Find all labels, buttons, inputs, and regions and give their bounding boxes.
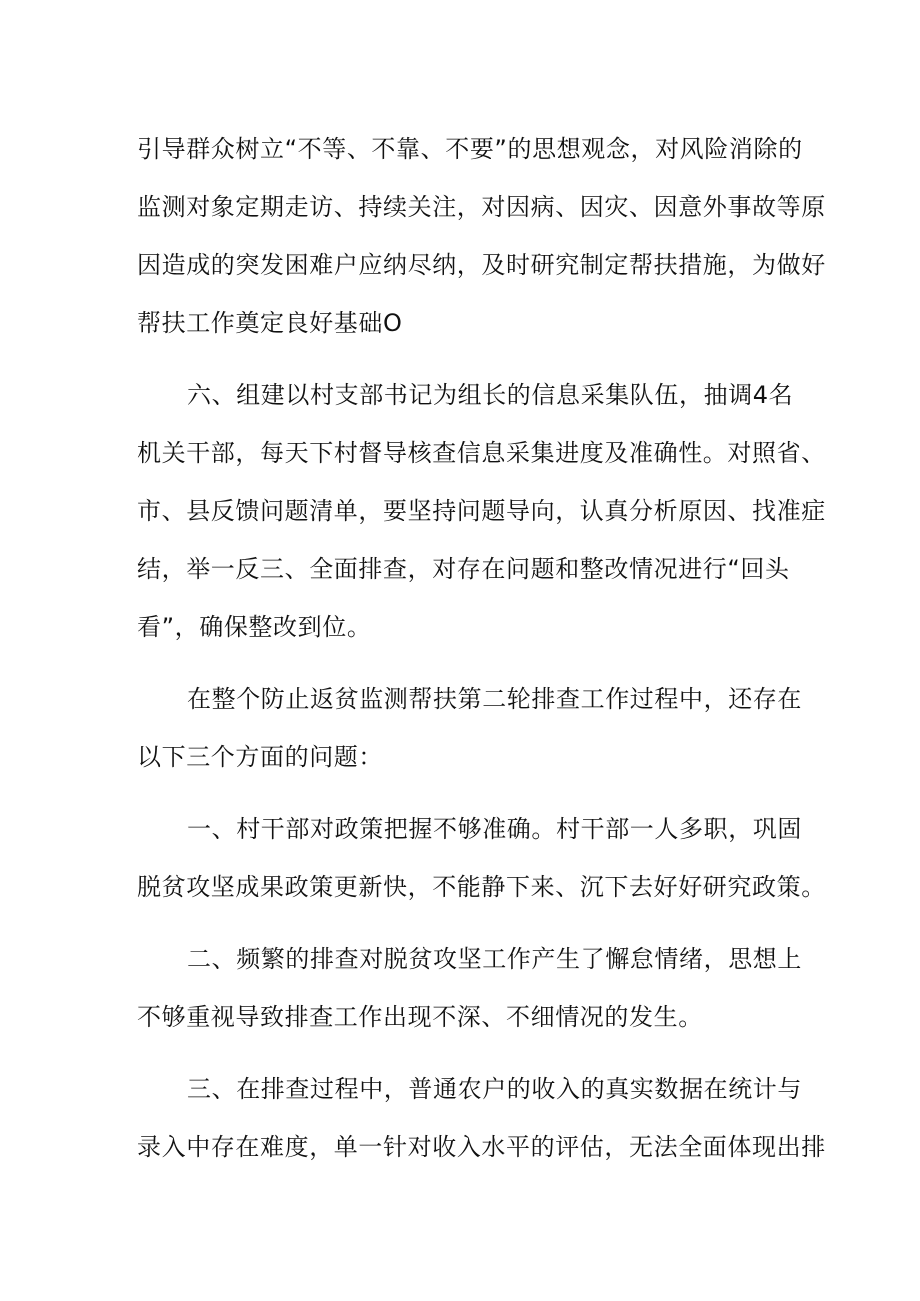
text-line: 不够重视导致排查工作出现不深、不细情况的发生。: [137, 1003, 703, 1031]
paragraph-problem-one: [137, 800, 826, 916]
paragraph-problems-intro: [137, 670, 802, 786]
text-line: 监测对象定期走访、持续关注，对因病、因灾、因意外事故等原: [137, 193, 826, 221]
paragraph-continuation: [137, 120, 826, 352]
text-line: 在整个防止返贫监测帮扶第二轮排查工作过程中，还存在: [187, 685, 802, 713]
text-line: 机关干部，每天下村督导核查信息采集进度及准确性。对照省、: [137, 439, 826, 467]
paragraph-problem-three: [137, 1060, 826, 1176]
text-line: 一、村干部对政策把握不够准确。村干部一人多职，巩固: [187, 815, 802, 843]
text-line: 以下三个方面的问题：: [137, 743, 383, 771]
text-line: 二、频繁的排查对脱贫攻坚工作产生了懈怠情绪，思想上: [187, 945, 802, 973]
text-line: 三、在排查过程中，普通农户的收入的真实数据在统计与: [187, 1075, 802, 1103]
text-line: 因造成的突发困难户应纳尽纳，及时研究制定帮扶措施，为做好: [137, 251, 826, 279]
paragraph-problem-two: [137, 930, 802, 1046]
text-line: 看”，确保整改到位。: [137, 613, 372, 641]
paragraph-item-six: [137, 366, 826, 656]
text-line: 结，举一反三、全面排查，对存在问题和整改情况进行“回头: [137, 555, 790, 583]
text-line: 帮扶工作奠定良好基础O: [137, 309, 403, 337]
text-line: 脱贫攻坚成果政策更新快，不能静下来、沉下去好好研究政策。: [137, 873, 826, 901]
text-line: 六、组建以村支部书记为组长的信息采集队伍，抽调4名: [187, 381, 794, 409]
document-body: [137, 120, 826, 1176]
text-line: 录入中存在难度，单一针对收入水平的评估，无法全面体现出排: [137, 1133, 826, 1161]
text-line: 引导群众树立“不等、不靠、不要”的思想观念，对风险消除的: [137, 135, 803, 163]
text-line: 市、县反馈问题清单，要坚持问题导向，认真分析原因、找准症: [137, 497, 826, 525]
